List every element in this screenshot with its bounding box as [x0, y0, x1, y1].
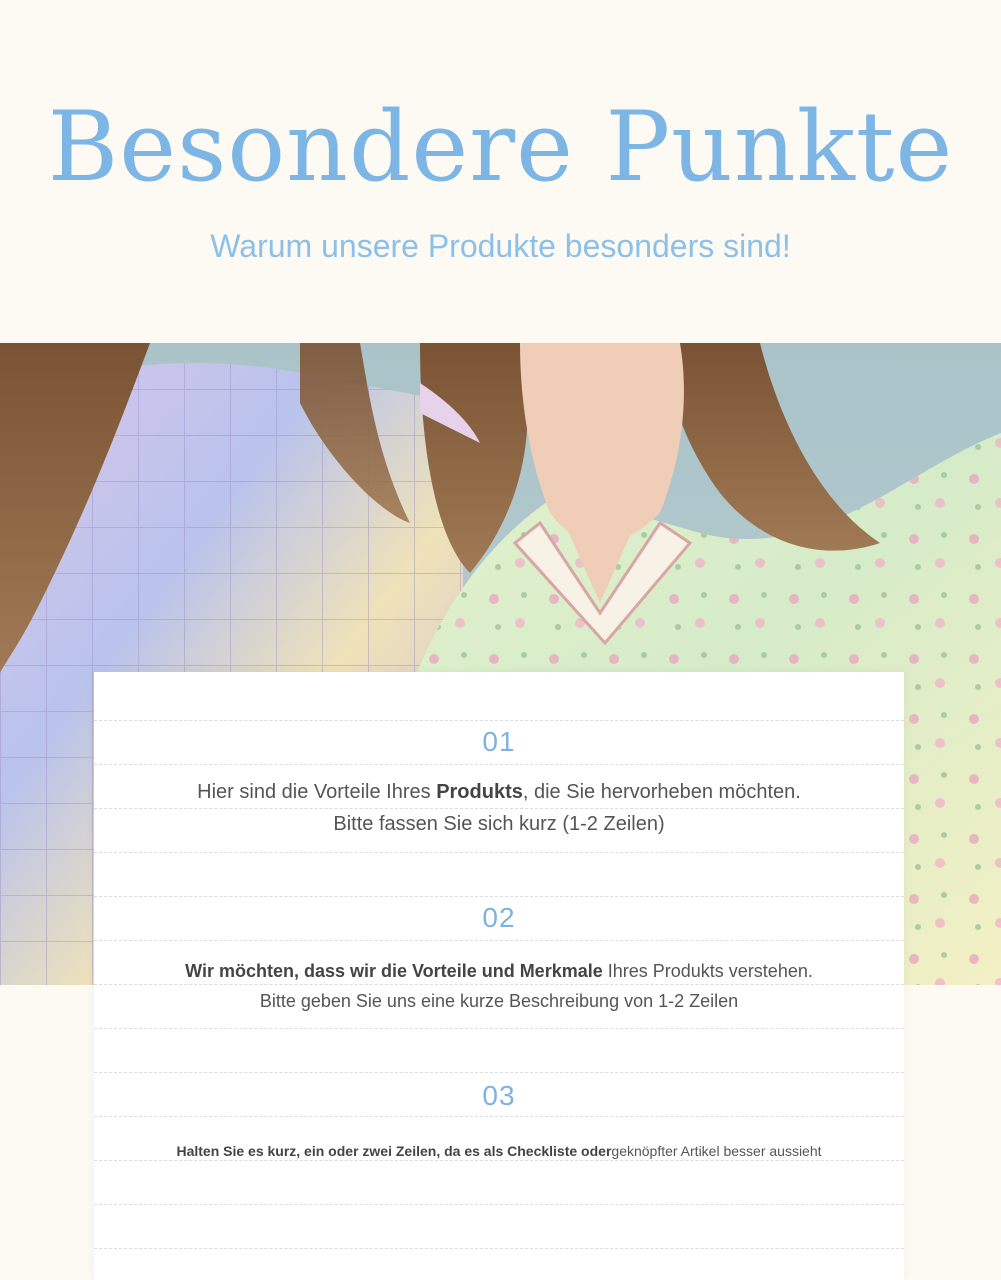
divider [94, 896, 904, 897]
feature-card [94, 672, 904, 1280]
divider [94, 1116, 904, 1117]
divider [94, 940, 904, 941]
point-number: 02 [482, 902, 516, 933]
point-number: 01 [482, 726, 516, 757]
divider [94, 1248, 904, 1249]
point-description: Hier sind die Vorteile Ihres Produkts, die Sie hervorheben möchten. Bitte fassen Sie sich kurz (1-2 Zeilen) [197, 781, 801, 835]
divider [94, 1028, 904, 1029]
divider [94, 720, 904, 721]
page-subtitle: Warum unsere Produkte besonders sind! [210, 228, 791, 264]
page-title: Besondere Punkte [47, 91, 954, 203]
point-description: Halten Sie es kurz, ein oder zwei Zeilen, da es als Checkliste odergeknöpfter Artikel besser aussieht [176, 1143, 822, 1159]
divider [94, 1072, 904, 1073]
divider [94, 852, 904, 853]
divider [94, 764, 904, 765]
point-number: 03 [482, 1080, 516, 1111]
divider [94, 1204, 904, 1205]
point-description: Wir möchten, dass wir die Vorteile und Merkmale Ihres Produkts verstehen. Bitte geben Sie uns eine kurze Beschreibung von 1-2 Zeilen [185, 961, 813, 1011]
